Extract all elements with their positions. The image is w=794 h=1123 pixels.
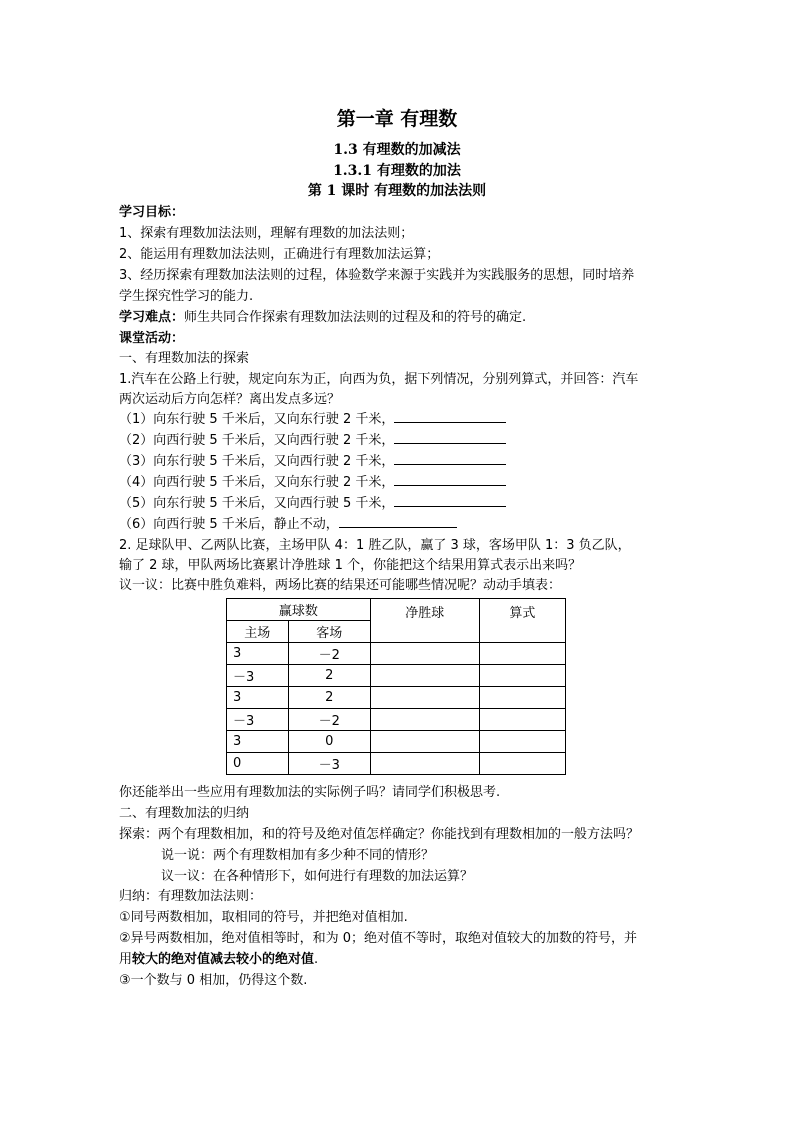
rule-2-line1: ②异号两数相加，绝对值相等时，和为 0；绝对值不等时，取绝对值较大的加数的符号，并	[119, 931, 638, 946]
say-prompt: 说一说：两个有理数相加有多少种不同的情形？	[161, 848, 435, 863]
case-text: （1）向东行驶 5 千米后，又向东行驶 2 千米，	[119, 412, 395, 427]
goal-item: 学生探究性学习的能力.	[119, 289, 254, 304]
case-line	[119, 431, 506, 451]
formula-cell[interactable]	[479, 709, 565, 731]
difficulty-line	[119, 308, 526, 328]
formula-cell[interactable]	[479, 753, 565, 775]
summary-heading: 归纳：有理数加法法则：	[119, 889, 263, 904]
case-line	[119, 494, 506, 514]
chapter-title: 第一章 有理数	[336, 108, 458, 130]
discuss-prompt: 议一议：比赛中胜负难料，两场比赛的结果还可能哪些情况呢？动动手填表：	[119, 578, 562, 593]
table-row	[227, 731, 566, 753]
net-cell[interactable]	[370, 643, 479, 665]
formula-cell[interactable]	[479, 731, 565, 753]
table-row	[227, 643, 566, 665]
answer-blank[interactable]	[394, 473, 506, 486]
rule-2-suffix: .	[314, 952, 319, 967]
case-line	[119, 473, 506, 493]
header-home: 主场	[227, 621, 289, 643]
net-cell[interactable]	[370, 709, 479, 731]
home-cell: 3	[227, 687, 289, 709]
question1-text: 1.汽车在公路上行驶，规定向东为正，向西为负，据下列情况，分别列算式，并回答：汽车	[119, 372, 639, 387]
away-cell: 0	[288, 731, 370, 753]
header-net-goals: 净胜球	[370, 599, 479, 643]
rule-2-line2	[119, 950, 318, 970]
net-cell[interactable]	[370, 665, 479, 687]
goals-heading: 学习目标：	[119, 205, 185, 220]
goal-item: 3、经历探索有理数加法法则的过程，体验数学来源于实践并为实践服务的思想，同时培养	[119, 268, 635, 283]
case-text: （2）向西行驶 5 千米后，又向西行驶 2 千米，	[119, 433, 395, 448]
formula-cell[interactable]	[479, 643, 565, 665]
header-away: 客场	[288, 621, 370, 643]
net-cell[interactable]	[370, 731, 479, 753]
home-cell: 3	[227, 731, 289, 753]
rule-2-emphasis: 较大的绝对值减去较小的绝对值	[132, 952, 315, 967]
table-header-row	[227, 599, 566, 621]
net-cell[interactable]	[370, 687, 479, 709]
formula-cell[interactable]	[479, 687, 565, 709]
case-text: （4）向西行驶 5 千米后，又向东行驶 2 千米，	[119, 475, 395, 490]
case-text: （6）向西行驶 5 千米后，静止不动，	[119, 517, 339, 532]
table-row	[227, 753, 566, 775]
goal-item: 1、探索有理数加法法则，理解有理数的加法法则；	[119, 226, 414, 241]
away-cell: 2	[288, 687, 370, 709]
rule-3: ③一个数与 0 相加，仍得这个数.	[119, 973, 308, 988]
explore-text: 探索：两个有理数相加，和的符号及绝对值怎样确定？你能找到有理数相加的一般方法吗？	[119, 827, 640, 842]
score-table	[226, 598, 566, 775]
difficulty-label: 学习难点：	[119, 310, 185, 325]
part2-heading: 二、有理数加法的归纳	[119, 806, 250, 821]
case-text: （3）向东行驶 5 千米后，又向西行驶 2 千米，	[119, 454, 395, 469]
away-cell: －2	[288, 709, 370, 731]
header-formula: 算式	[479, 599, 565, 643]
subsection-title: 1.3.1 有理数的加法	[333, 163, 461, 179]
answer-blank[interactable]	[394, 452, 506, 465]
part1-heading: 一、有理数加法的探索	[119, 351, 250, 366]
difficulty-text: 师生共同合作探索有理数加法法则的过程及和的符号的确定.	[184, 310, 527, 325]
table-row	[227, 665, 566, 687]
case-line	[119, 410, 506, 430]
case-line	[119, 515, 457, 535]
answer-blank[interactable]	[394, 494, 506, 507]
net-cell[interactable]	[370, 753, 479, 775]
discuss-prompt-2: 议一议：在各种情形下，如何进行有理数的加法运算？	[161, 869, 474, 884]
away-cell: 2	[288, 665, 370, 687]
home-cell: －3	[227, 665, 289, 687]
table-row	[227, 709, 566, 731]
answer-blank[interactable]	[394, 410, 506, 423]
lesson-title: 第 1 课时 有理数的加法法则	[307, 183, 487, 199]
answer-blank[interactable]	[394, 431, 506, 444]
home-cell: 0	[227, 753, 289, 775]
away-cell: －2	[288, 643, 370, 665]
answer-blank[interactable]	[339, 515, 457, 528]
question2-text: 输了 2 球，甲队两场比赛累计净胜球 1 个，你能把这个结果用算式表示出来吗？	[119, 558, 582, 573]
home-cell: －3	[227, 709, 289, 731]
example-prompt: 你还能举出一些应用有理数加法的实际例子吗？请同学们积极思考.	[119, 785, 501, 800]
activity-heading: 课堂活动：	[119, 331, 185, 346]
goal-item: 2、能运用有理数加法法则，正确进行有理数加法运算；	[119, 247, 440, 262]
rule-2-prefix: 用	[119, 952, 133, 967]
home-cell: 3	[227, 643, 289, 665]
away-cell: －3	[288, 753, 370, 775]
section-title: 1.3 有理数的加减法	[333, 142, 461, 158]
question2-text: 2. 足球队甲、乙两队比赛，主场甲队 4：1 胜乙队，赢了 3 球，客场甲队 1：3 负乙队，	[119, 538, 631, 553]
header-goals: 赢球数	[227, 599, 371, 621]
case-text: （5）向东行驶 5 千米后，又向西行驶 5 千米，	[119, 496, 395, 511]
table-row	[227, 687, 566, 709]
case-line	[119, 452, 506, 472]
rule-1: ①同号两数相加，取相同的符号，并把绝对值相加.	[119, 910, 408, 925]
question1-text: 两次运动后方向怎样？离出发点多远？	[119, 392, 341, 407]
formula-cell[interactable]	[479, 665, 565, 687]
